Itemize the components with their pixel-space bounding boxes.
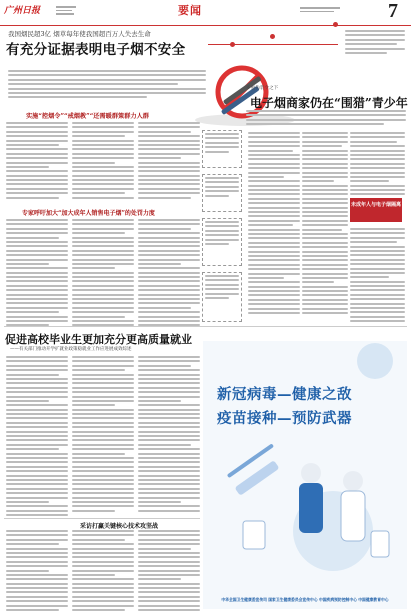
poster-title-line1: 新冠病毒—健康之敌 [217, 386, 352, 403]
right-headline: 电子烟商家仍在“围猎”青少年 [250, 96, 408, 110]
section-divider [4, 326, 407, 327]
quote-box [202, 218, 242, 266]
bottom-headline: 促进高校毕业生更加充分更高质量就业 [5, 333, 192, 346]
highlight-box: 未成年人与电子烟隔离 [350, 198, 402, 222]
section-title: 要闻 [178, 4, 202, 17]
article-column [138, 122, 200, 201]
article-column [6, 530, 68, 613]
page-number: 7 [388, 0, 398, 22]
article-column [302, 132, 348, 316]
timeline-dot [230, 42, 235, 47]
article-column [6, 219, 68, 329]
article-column [350, 132, 405, 198]
vaccine-poster [203, 341, 407, 609]
sub-headline: 专家呼吁加大“加大成年人销售电子烟”的处罚力度 [22, 210, 155, 217]
article-column [138, 219, 200, 329]
article-column [350, 228, 405, 325]
poster-artwork [203, 341, 407, 609]
small-headline: 采访打赢关键核心技术攻坚战 [80, 523, 159, 530]
right-intro [246, 110, 406, 128]
section-divider [4, 518, 200, 519]
masthead [0, 0, 411, 26]
editor-credits [300, 5, 360, 14]
poster-footer: 中华全国卫生健康委宣传司 国家卫生健康委员会宣传中心 中国疾病预防控制中心 中国健康教育中心 [221, 597, 389, 602]
timeline-dot [333, 22, 338, 27]
article-column [72, 122, 134, 201]
timeline-dot [270, 34, 275, 39]
quote-box [202, 272, 242, 322]
article-column [72, 530, 134, 613]
lead-intro-text [8, 70, 206, 101]
timeline-note [345, 30, 405, 56]
poster-title-line2: 疫苗接种—预防武器 [217, 410, 352, 427]
newspaper-logo: 广州日报 [4, 6, 41, 16]
article-column [72, 356, 134, 514]
quote-box [202, 130, 242, 168]
sub-headline: 实施“控烟令”“戒烟教”“还需暖群策群力人群 [26, 113, 149, 120]
article-column [138, 530, 200, 613]
article-column [6, 122, 68, 201]
bottom-subline: ——有关部门推动开学扩就业政策稳就业工作应进展成效综述 [10, 347, 132, 352]
right-kicker: 多重伪装令之下 [246, 86, 279, 91]
dateline [56, 4, 80, 17]
lead-headline: 有充分证据表明电子烟不安全 [6, 42, 186, 58]
article-column [138, 356, 200, 514]
article-column [6, 356, 68, 518]
article-column [72, 219, 134, 329]
lead-kicker: 我国烟民超3亿 烟草每年使我国超百万人失去生命 [8, 30, 151, 38]
quote-box [202, 174, 242, 212]
article-column [248, 132, 300, 316]
